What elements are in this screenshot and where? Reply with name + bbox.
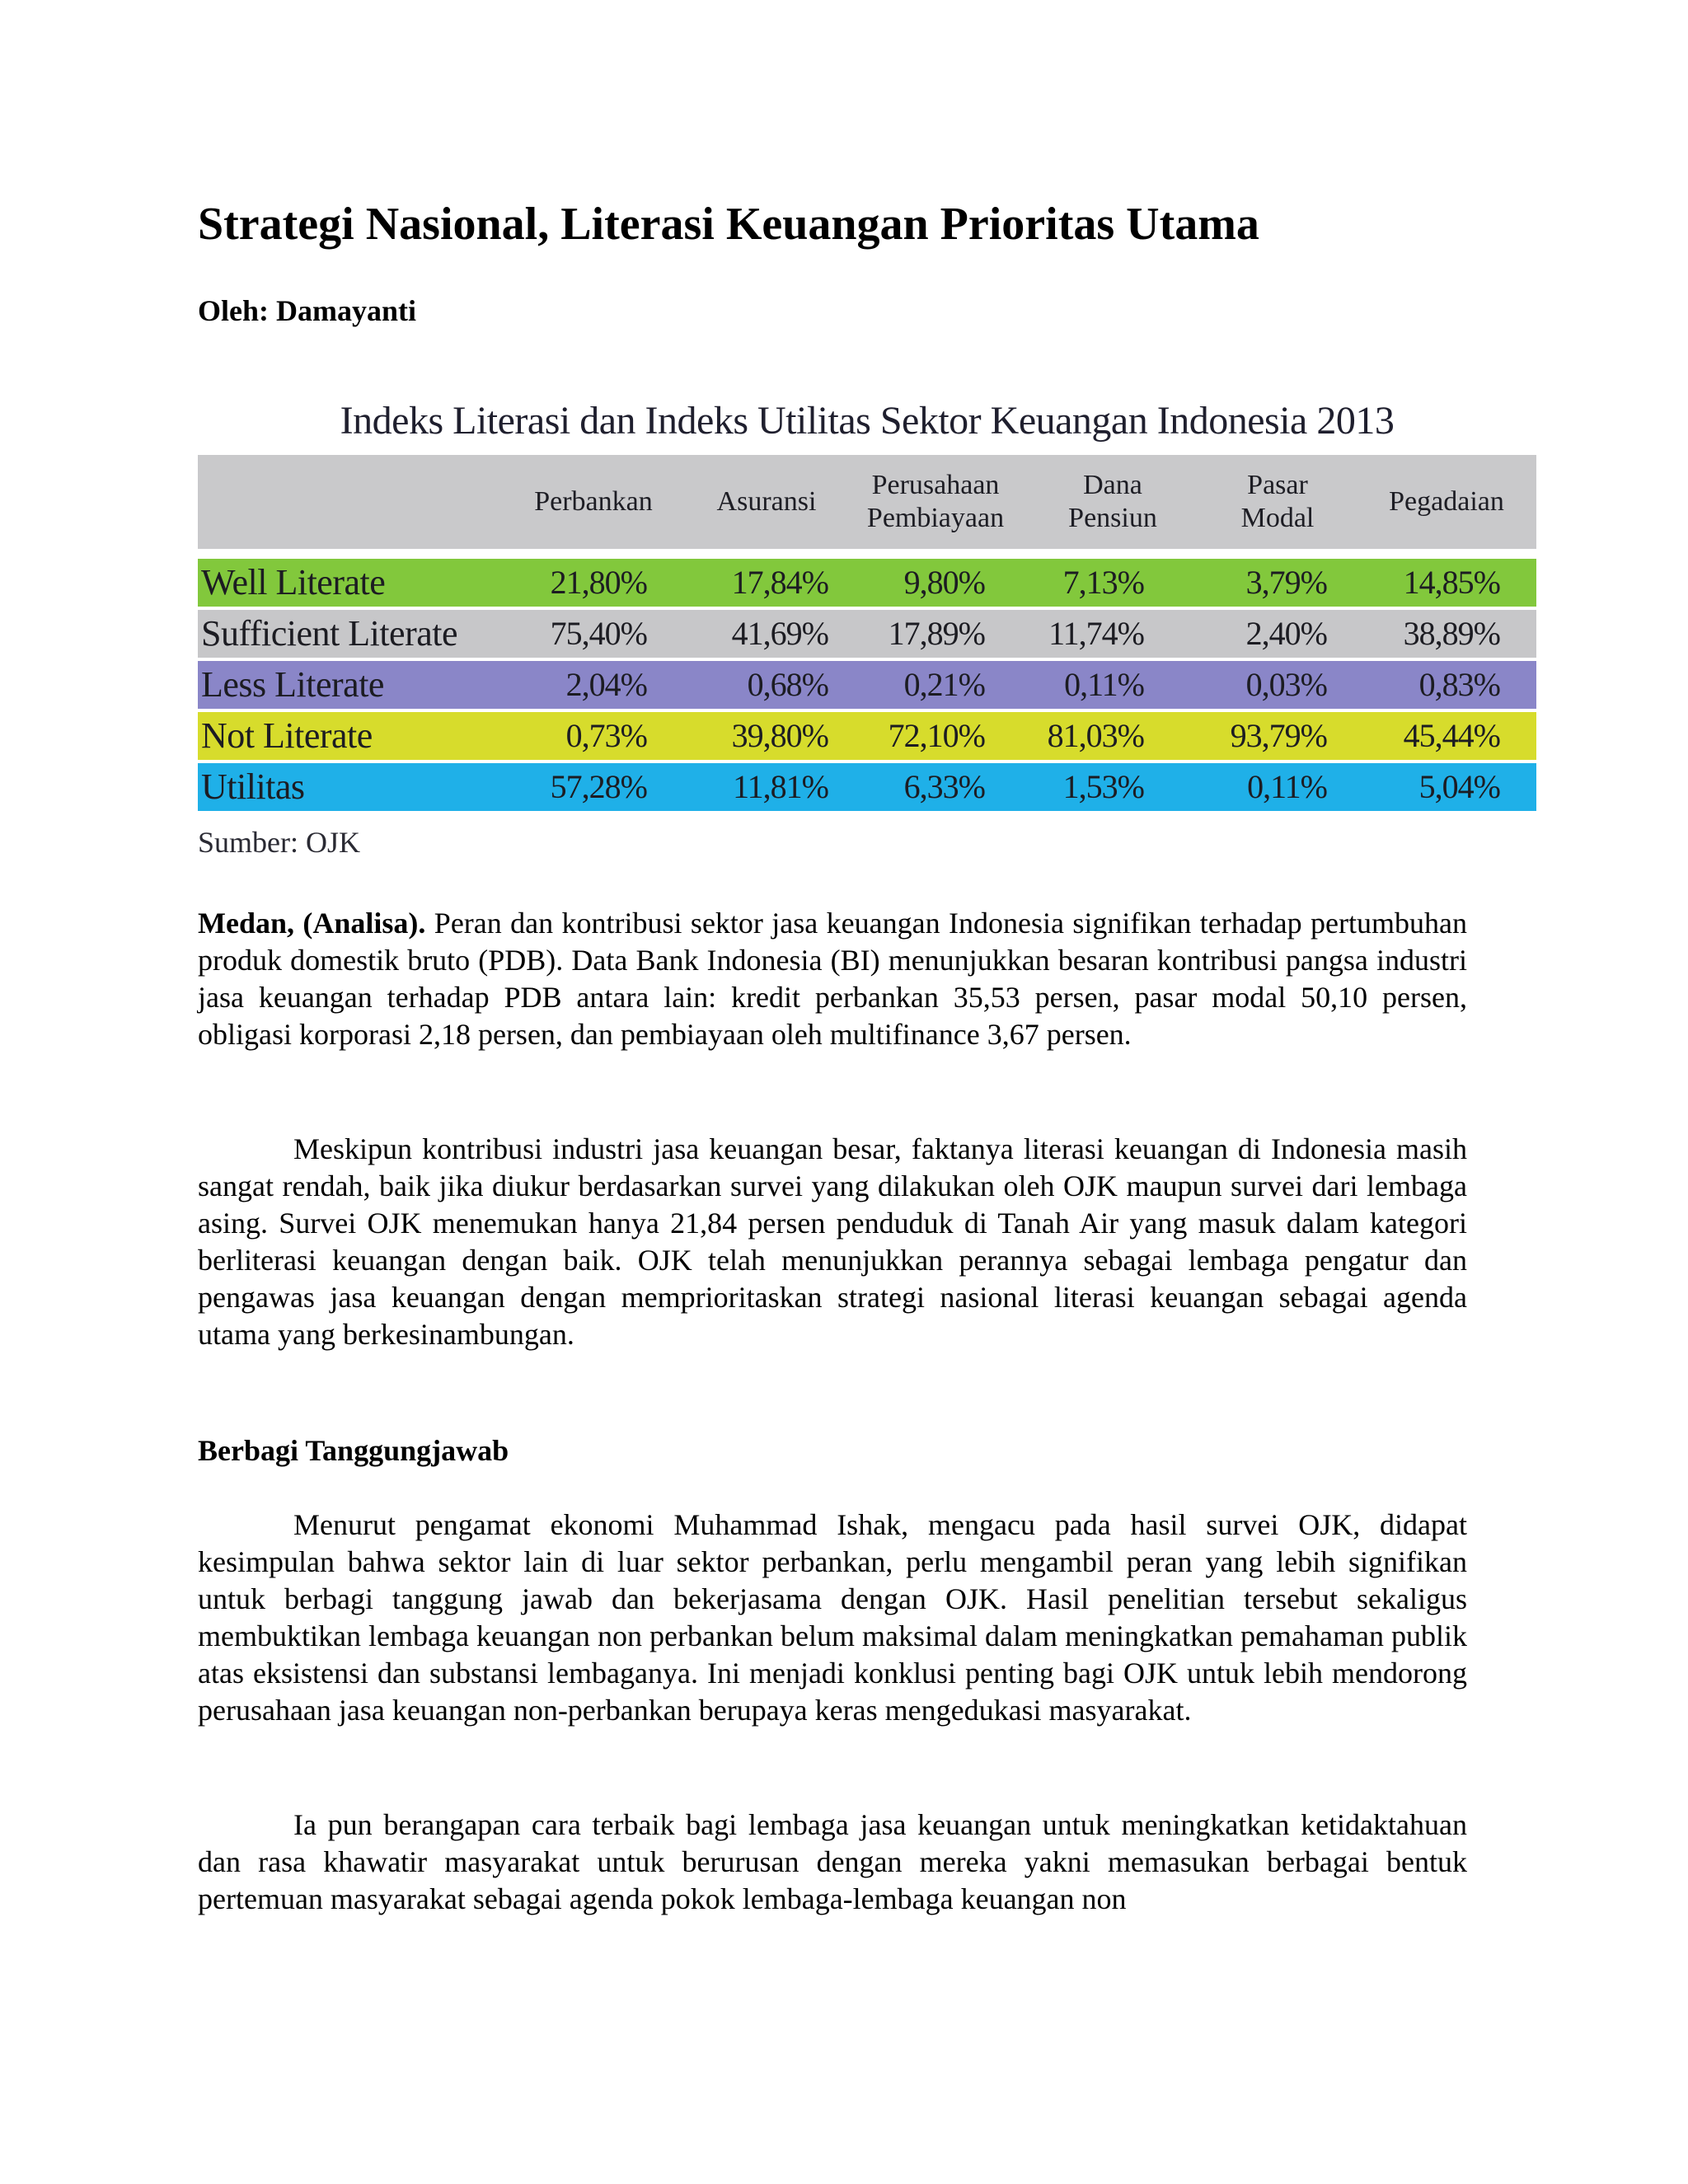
paragraph-1 — [198, 905, 1467, 1053]
table-cell: 72,10% — [888, 717, 985, 754]
row-label: Utilitas — [201, 766, 305, 807]
infographic-image — [198, 384, 1536, 865]
table-cell: 7,13% — [1062, 564, 1144, 601]
infographic-source: Sumber: OJK — [198, 826, 360, 859]
table-cell: 45,44% — [1403, 717, 1500, 754]
table-cell: 57,28% — [550, 768, 647, 805]
table-cell: 75,40% — [550, 615, 647, 652]
table-cell: 0,68% — [747, 666, 828, 703]
table-row — [198, 712, 1536, 760]
table-cell: 11,74% — [1048, 615, 1144, 652]
infographic-header-row — [198, 455, 1536, 549]
table-cell: 93,79% — [1230, 717, 1327, 754]
column-header-perusahaan-pembiayaan: Perusahaan Pembiayaan — [866, 470, 1005, 533]
table-cell: 0,03% — [1245, 666, 1327, 703]
section-heading: Berbagi Tanggungjawab — [198, 1434, 509, 1467]
article-byline: Oleh: Damayanti — [198, 294, 416, 327]
table-cell: 2,40% — [1245, 615, 1327, 652]
table-cell: 17,89% — [888, 615, 985, 652]
table-cell: 17,84% — [731, 564, 828, 601]
table-row — [198, 661, 1536, 709]
table-cell: 0,21% — [903, 666, 985, 703]
column-header-pasar-modal: Pasar Modal — [1240, 470, 1315, 533]
table-cell: 6,33% — [903, 768, 985, 805]
table-cell: 2,04% — [565, 666, 647, 703]
table-cell: 1,53% — [1062, 768, 1144, 805]
table-cell: 0,11% — [1247, 768, 1327, 805]
table-cell: 5,04% — [1418, 768, 1500, 805]
table-cell: 9,80% — [903, 564, 985, 601]
row-label: Sufficient Literate — [201, 613, 458, 654]
table-cell: 21,80% — [550, 564, 647, 601]
table-row — [198, 763, 1536, 811]
table-cell: 0,73% — [565, 717, 647, 754]
row-label: Not Literate — [201, 715, 373, 756]
article-title: Strategi Nasional, Literasi Keuangan Prioritas Utama — [198, 199, 1259, 250]
dateline: Medan, (Analisa). — [198, 907, 426, 940]
table-cell: 0,11% — [1064, 666, 1144, 703]
paragraph-4: Ia pun berangapan cara terbaik bagi lembaga jasa keuangan untuk meningkatkan ketidaktahuan dan rasa khawatir masyarakat untuk berurusan dengan mereka yakni memasukan berbagai bentuk pertemuan masyarakat sebagai agenda pokok lembaga-lembaga keuangan non — [198, 1808, 1467, 1915]
table-cell: 41,69% — [731, 615, 828, 652]
paragraph-1-text: Peran dan kontribusi sektor jasa keuangan Indonesia signifikan terhadap pertumbuhan produk domestik bruto (PDB). Data Bank Indonesia (BI) menunjukkan besaran kontribusi pangsa industri jasa keuangan terhadap PDB antara lain: kredit perbankan 35,53 persen, pasar modal 50,10 persen, obligasi korporasi 2,18 persen, dan pembiayaan oleh multifinance 3,67 persen. — [198, 907, 1467, 1051]
table-cell: 39,80% — [731, 717, 828, 754]
paragraph-2: Meskipun kontribusi industri jasa keuangan besar, faktanya literasi keuangan di Indonesia masih sangat rendah, baik jika diukur berdasarkan survei yang dilakukan oleh OJK maupun survei dari lembaga asing. Survei OJK menemukan hanya 21,84 persen penduduk di Tanah Air yang masuk dalam kategori berliterasi keuangan dengan baik. OJK telah menunjukkan perannya sebagai lembaga pengatur dan pengawas jasa keuangan dengan memprioritaskan strategi nasional literasi keuangan sebagai agenda utama yang berkesinambungan. — [198, 1132, 1467, 1351]
table-cell: 81,03% — [1047, 717, 1144, 754]
table-cell: 3,79% — [1245, 564, 1327, 601]
column-header-asuransi: Asuransi — [716, 486, 817, 517]
table-cell: 11,81% — [733, 768, 828, 805]
table-cell: 38,89% — [1403, 615, 1500, 652]
row-label: Less Literate — [201, 664, 384, 705]
column-header-dana-pensiun: Dana Pensiun — [1068, 470, 1157, 533]
table-row — [198, 559, 1536, 607]
column-header-perbankan: Perbankan — [534, 486, 653, 517]
infographic-title: Indeks Literasi dan Indeks Utilitas Sektor Keuangan Indonesia 2013 — [340, 399, 1395, 443]
table-row — [198, 610, 1536, 658]
paragraph-3: Menurut pengamat ekonomi Muhammad Ishak, mengacu pada hasil survei OJK, didapat kesimpulan bahwa sektor lain di luar sektor perbankan, perlu mengambil peran yang lebih signifikan untuk berbagi tanggung jawab dan bekerjasama dengan OJK. Hasil penelitian tersebut sekaligus membuktikan lembaga keuangan non perbankan belum maksimal dalam meningkatkan pemahaman publik atas eksistensi dan substansi lembaganya. Ini menjadi konklusi penting bagi OJK untuk lebih mendorong perusahaan jasa keuangan non-perbankan berupaya keras mengedukasi masyarakat. — [198, 1508, 1467, 1727]
column-header-pegadaian: Pegadaian — [1389, 486, 1504, 517]
table-cell: 0,83% — [1418, 666, 1500, 703]
table-cell: 14,85% — [1403, 564, 1500, 601]
row-label: Well Literate — [201, 562, 386, 602]
